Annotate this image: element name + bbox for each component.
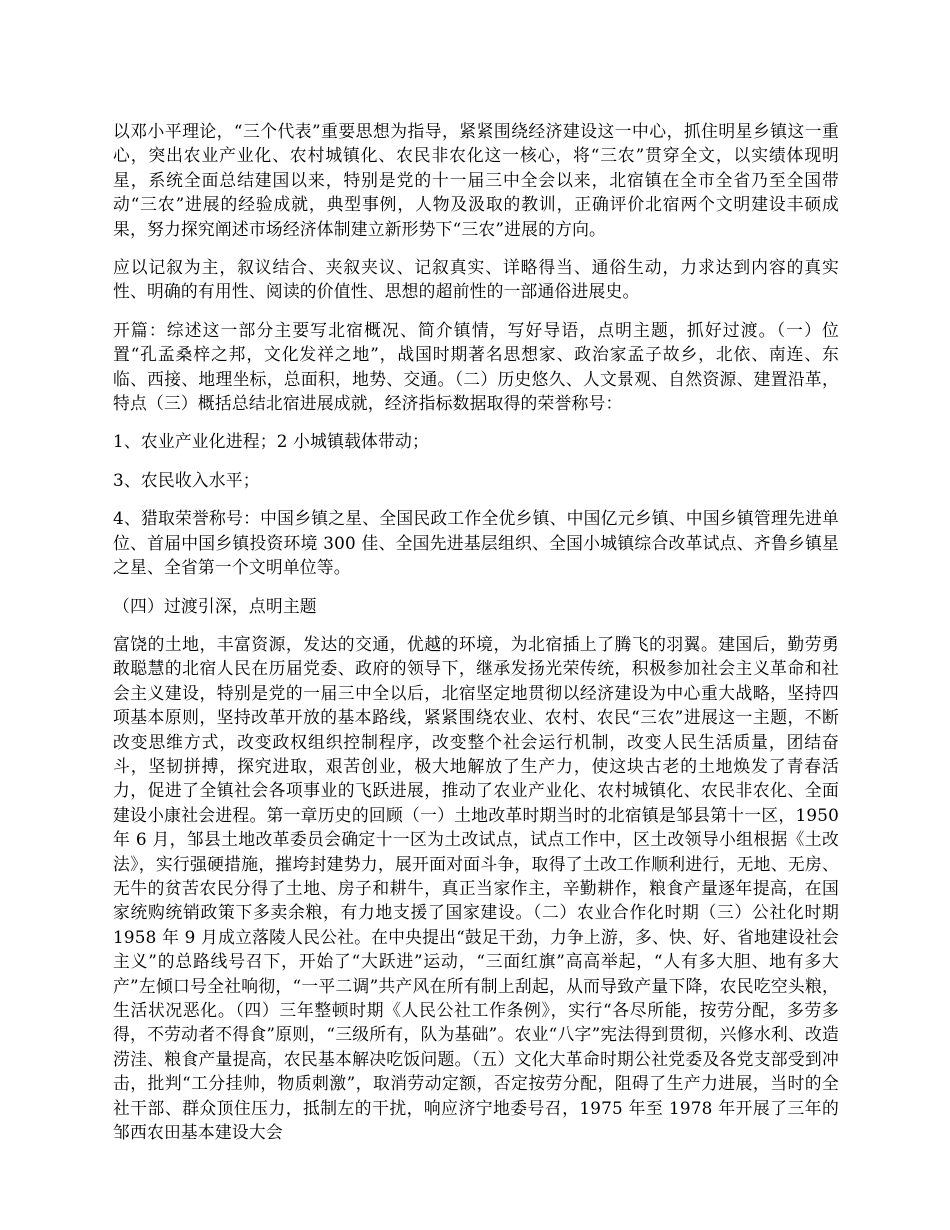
paragraph-writing-style: 应以记叙为主，叙议结合、夹叙夹议、记叙真实、详略得当、通俗生动，力求达到内容的真实性、明确的有用性、阅读的价值性、思想的超前性的一部通俗进展史。 [113, 257, 839, 302]
paragraph-opening-overview: 开篇：综述这一部分主要写北宿概况、简介镇情，写好导语，点明主题，抓好过渡。（一）位置“孔孟桑梓之邦，文化发祥之地”，战国时期著名思想家、政治家孟子故乡，北依、南连、东临、西接、地理坐标，总面积，地势、交通。（二）历史悠久、人文景观、自然资源、建置沿革，特点（三）概括总结北宿进展成就，经济指标数据取得的荣誉称号： [113, 319, 839, 414]
paragraph-item-4-honors: 4、猎取荣誉称号：中国乡镇之星、全国民政工作全优乡镇、中国亿元乡镇、中国乡镇管理先进单位、首届中国乡镇投资环境 300 佳、全国先进基层组织、全国小城镇综合改革试点、齐鲁乡镇星之星、全省第一个文明单位等。 [113, 508, 839, 578]
paragraph-history-review: 富饶的土地，丰富资源，发达的交通，优越的环境，为北宿插上了腾飞的羽翼。建国后，勤劳勇敢聪慧的北宿人民在历届党委、政府的领导下，继承发扬光荣传统，积极参加社会主义革命和社会主义建设，特别是党的一届三中全以后，北宿坚定地贯彻以经济建设为中心重大战略，坚持四项基本原则，坚持改革开放的基本路线，紧紧围绕农业、农村、农民“三农”进展这一主题，不断改变思维方式，改变政权组织控制程序，改变整个社会运行机制，改变人民生活质量，团结奋斗，坚韧拼搏，探究进取，艰苦创业，极大地解放了生产力，使这块古老的土地焕发了青春活力，促进了全镇社会各项事业的飞跃进展，推动了农业产业化、农村城镇化、农民非农化、全面建设小康社会进程。第一章历史的回顾（一）土地改革时期当时的北宿镇是邹县第十一区，1950 年 6 月，邹县土地改革委员会确定十一区为土改试点，试点工作中，区土改领导小组根据《土改法》，实行强硬措施，摧垮封建势力，展开面对面斗争，取得了土改工作顺利进行，无地、无房、无牛的贫苦农民分得了土地、房子和耕牛，真正当家作主，辛勤耕作，粮食产量逐年提高，在国家统购统销政策下多卖余粮，有力地支援了国家建设。（二）农业合作化时期（三）公社化时期 1958 年 9 月成立落陵人民公社。在中央提出“鼓足干劲，力争上游，多、快、好、省地建设社会主义”的总路线号召下，开始了“大跃进”运动，“三面红旗”高高举起，“人有多大胆、地有多大产”左倾口号全社响彻，“一平二调”共产风在所有制上刮起，从而导致产量下降，农民吃空头粮，生活状况恶化。（四）三年整顿时期《人民公社工作条例》，实行“各尽所能，按劳分配，多劳多得，不劳动者不得食”原则，“三级所有，队为基础”。农业“八字”宪法得到贯彻，兴修水利、改造涝洼、粮食产量提高，农民基本解决吃饭问题。（五）文化大革命时期公社党委及各党支部受到冲击，批判“工分挂帅，物质刺激”，取消劳动定额，否定按劳分配，阻碍了生产力进展，当时的全社干部、群众顶住压力，抵制左的干扰，响应济宁地委号召，1975 年至 1978 年开展了三年的邹西农田基本建设大会 [113, 633, 839, 1143]
paragraph-item-1-2: 1、农业产业化进程；2 小城镇载体带动； [113, 431, 429, 452]
paragraph-transition-heading: （四）过渡引深，点明主题 [113, 595, 317, 616]
paragraph-guiding-ideology: 以邓小平理论，“三个代表”重要思想为指导，紧紧围绕经济建设这一中心，抓住明星乡镇这一重心，突出农业产业化、农村城镇化、农民非农化这一核心，将“三农”贯穿全文，以实绩体现明星，系统全面总结建国以来，特别是党的十一届三中全会以来，北宿镇在全市全省乃至全国带动“三农”进展的经验成就，典型事例，人物及汲取的教训，正确评价北宿两个文明建设丰硕成果，努力探究阐述市场经济体制建立新形势下“三农”进展的方向。 [113, 121, 839, 239]
document-page [113, 119, 839, 1158]
paragraph-item-3: 3、农民收入水平； [113, 469, 260, 490]
